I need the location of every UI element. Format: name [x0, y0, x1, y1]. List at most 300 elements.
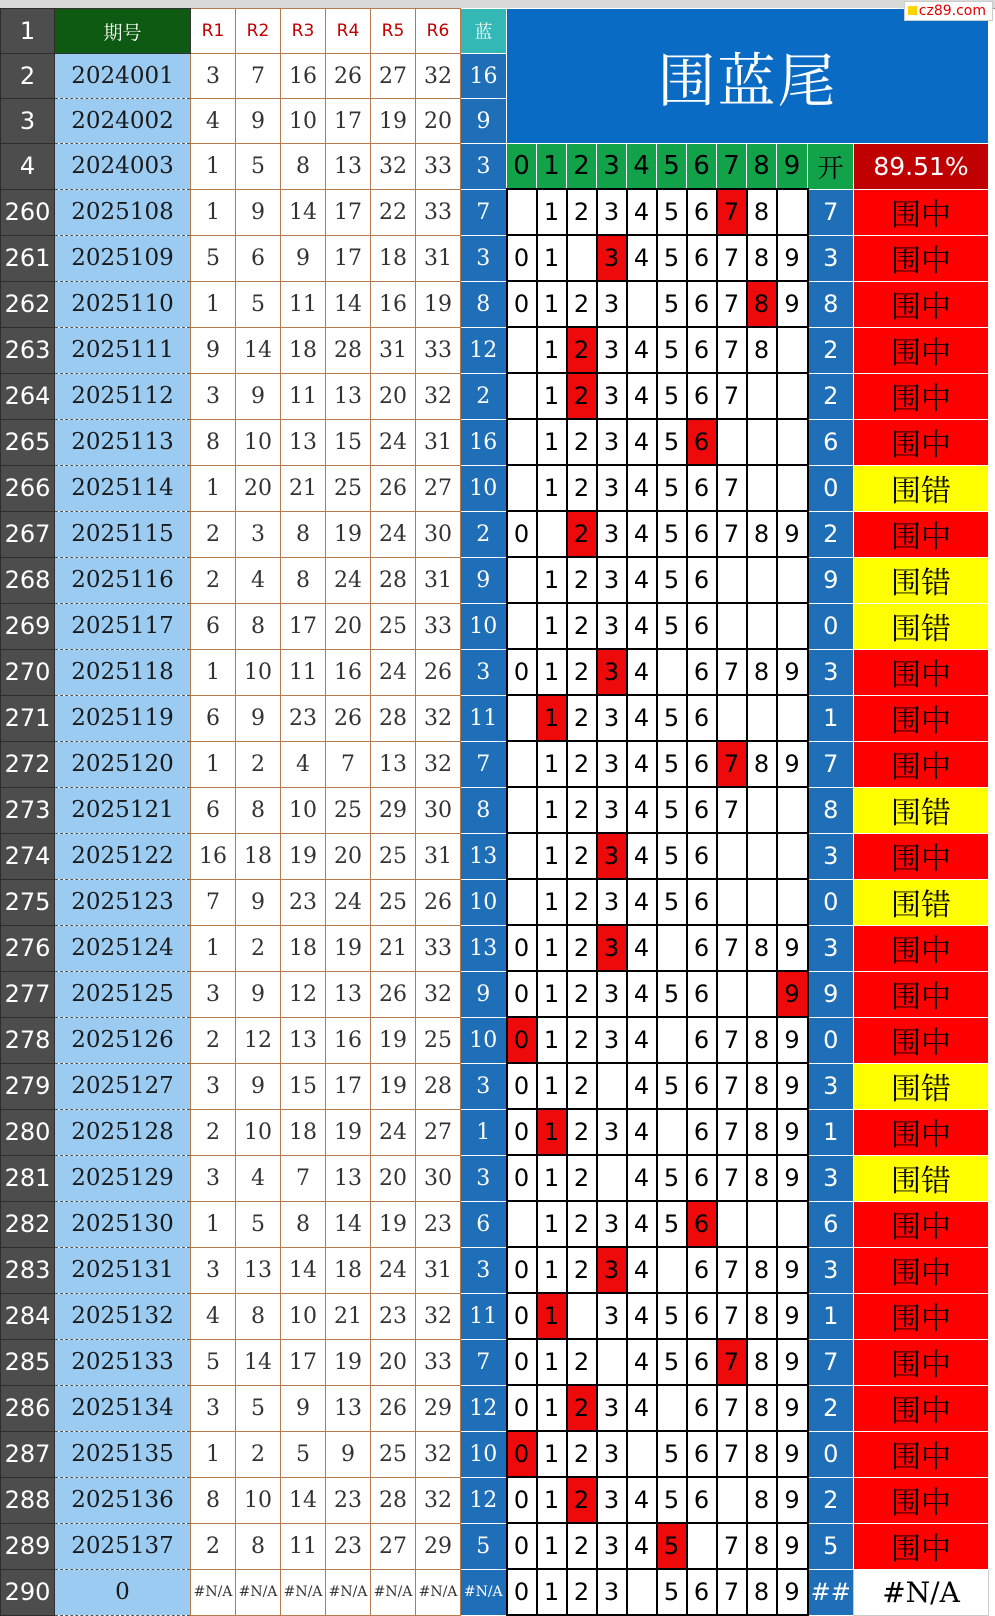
- kai-cell[interactable]: 9: [808, 557, 854, 603]
- digit-cell[interactable]: 8: [747, 189, 777, 235]
- red-ball-cell[interactable]: 12: [281, 971, 326, 1017]
- red-ball-cell[interactable]: 1: [191, 281, 236, 327]
- digit-cell[interactable]: [507, 833, 537, 879]
- row-number[interactable]: 266: [1, 465, 55, 511]
- result-badge[interactable]: 围中: [854, 373, 989, 419]
- digit-cell[interactable]: 3: [597, 1477, 627, 1523]
- digit-cell[interactable]: 6: [687, 235, 717, 281]
- kai-cell[interactable]: 2: [808, 1385, 854, 1431]
- red-ball-cell[interactable]: 30: [416, 511, 461, 557]
- red-ball-cell[interactable]: #N/A: [191, 1569, 236, 1615]
- red-ball-cell[interactable]: 21: [326, 1293, 371, 1339]
- digit-cell[interactable]: [777, 419, 808, 465]
- red-ball-cell[interactable]: 9: [236, 189, 281, 235]
- digit-cell[interactable]: [537, 511, 567, 557]
- digit-cell[interactable]: 9: [777, 1477, 808, 1523]
- red-ball-cell[interactable]: 9: [236, 879, 281, 925]
- result-badge[interactable]: 围中: [854, 1109, 989, 1155]
- row-number[interactable]: 261: [1, 235, 55, 281]
- red-ball-cell[interactable]: 13: [236, 1247, 281, 1293]
- digit-cell[interactable]: 6: [687, 281, 717, 327]
- digit-cell[interactable]: 5: [657, 1201, 687, 1247]
- kai-cell[interactable]: 3: [808, 1063, 854, 1109]
- digit-cell[interactable]: 2: [567, 373, 597, 419]
- kai-cell[interactable]: 2: [808, 327, 854, 373]
- row-number[interactable]: 277: [1, 971, 55, 1017]
- kai-cell[interactable]: 9: [808, 971, 854, 1017]
- red-ball-cell[interactable]: 5: [236, 1385, 281, 1431]
- red-ball-cell[interactable]: 24: [326, 557, 371, 603]
- red-ball-cell[interactable]: 3: [191, 1155, 236, 1201]
- blue-header[interactable]: 蓝: [461, 9, 507, 54]
- red-ball-cell[interactable]: 2: [236, 1431, 281, 1477]
- digit-cell[interactable]: 0: [507, 1523, 537, 1569]
- digit-cell[interactable]: [657, 925, 687, 971]
- digit-cell[interactable]: 5: [657, 1155, 687, 1201]
- red-ball-cell[interactable]: 28: [371, 557, 416, 603]
- kai-cell[interactable]: 3: [808, 833, 854, 879]
- red-ball-cell[interactable]: 17: [326, 235, 371, 281]
- digit-cell[interactable]: 5: [657, 1339, 687, 1385]
- digit-cell[interactable]: 6: [687, 511, 717, 557]
- period-cell[interactable]: 2025131: [55, 1247, 191, 1293]
- digit-cell[interactable]: 2: [567, 1523, 597, 1569]
- hit-rate[interactable]: 89.51%: [854, 144, 989, 190]
- red-ball-cell[interactable]: 14: [326, 1201, 371, 1247]
- red-ball-cell[interactable]: 13: [326, 144, 371, 190]
- digit-cell[interactable]: [777, 787, 808, 833]
- red-ball-cell[interactable]: 26: [416, 649, 461, 695]
- digit-cell[interactable]: 4: [627, 465, 657, 511]
- digit-header[interactable]: 9: [777, 144, 808, 190]
- blue-ball-cell[interactable]: 2: [461, 373, 507, 419]
- blue-ball-cell[interactable]: 3: [461, 1247, 507, 1293]
- result-badge[interactable]: 围中: [854, 1017, 989, 1063]
- digit-cell[interactable]: 4: [627, 419, 657, 465]
- row-number[interactable]: 276: [1, 925, 55, 971]
- red-ball-cell[interactable]: 13: [326, 1155, 371, 1201]
- digit-cell[interactable]: 4: [627, 1247, 657, 1293]
- digit-cell[interactable]: 3: [597, 1569, 627, 1615]
- digit-cell[interactable]: 2: [567, 879, 597, 925]
- red-ball-cell[interactable]: 9: [236, 373, 281, 419]
- red-ball-cell[interactable]: 12: [236, 1017, 281, 1063]
- red-ball-cell[interactable]: 19: [326, 1339, 371, 1385]
- digit-cell[interactable]: 6: [687, 649, 717, 695]
- red-ball-cell[interactable]: 17: [281, 603, 326, 649]
- digit-cell[interactable]: 4: [627, 879, 657, 925]
- digit-cell[interactable]: 3: [597, 1385, 627, 1431]
- digit-cell[interactable]: 8: [747, 1431, 777, 1477]
- digit-cell[interactable]: [717, 419, 747, 465]
- red-ball-cell[interactable]: 17: [326, 1063, 371, 1109]
- digit-cell[interactable]: 4: [627, 1293, 657, 1339]
- red-ball-cell[interactable]: 20: [416, 99, 461, 144]
- digit-cell[interactable]: 5: [657, 833, 687, 879]
- digit-cell[interactable]: [717, 603, 747, 649]
- row-number[interactable]: 274: [1, 833, 55, 879]
- red-ball-cell[interactable]: 19: [371, 99, 416, 144]
- red-ball-cell[interactable]: 25: [371, 833, 416, 879]
- row-number[interactable]: 273: [1, 787, 55, 833]
- digit-cell[interactable]: 8: [747, 1477, 777, 1523]
- period-cell[interactable]: 0: [55, 1569, 191, 1615]
- row-number[interactable]: 268: [1, 557, 55, 603]
- blue-ball-cell[interactable]: 5: [461, 1523, 507, 1569]
- red-ball-cell[interactable]: 32: [416, 695, 461, 741]
- red-ball-cell[interactable]: 5: [236, 1201, 281, 1247]
- kai-cell[interactable]: 2: [808, 1477, 854, 1523]
- red-ball-cell[interactable]: 17: [326, 189, 371, 235]
- red-ball-cell[interactable]: 24: [371, 419, 416, 465]
- red-ball-cell[interactable]: 26: [416, 879, 461, 925]
- digit-cell[interactable]: 8: [747, 1569, 777, 1615]
- kai-cell[interactable]: 3: [808, 1247, 854, 1293]
- digit-cell[interactable]: [717, 1201, 747, 1247]
- red-ball-cell[interactable]: 1: [191, 741, 236, 787]
- red-ball-cell[interactable]: 17: [326, 99, 371, 144]
- red-ball-cell[interactable]: 19: [326, 511, 371, 557]
- red-ball-cell[interactable]: #N/A: [416, 1569, 461, 1615]
- digit-cell[interactable]: 4: [627, 695, 657, 741]
- red-header-6[interactable]: R6: [416, 9, 461, 54]
- digit-cell[interactable]: 6: [687, 1431, 717, 1477]
- digit-cell[interactable]: 1: [537, 1155, 567, 1201]
- blue-ball-cell[interactable]: 11: [461, 695, 507, 741]
- row-number[interactable]: 3: [1, 99, 55, 144]
- digit-cell[interactable]: 6: [687, 1293, 717, 1339]
- red-ball-cell[interactable]: 28: [371, 695, 416, 741]
- digit-cell[interactable]: 6: [687, 419, 717, 465]
- red-ball-cell[interactable]: 19: [281, 833, 326, 879]
- period-cell[interactable]: 2024003: [55, 144, 191, 190]
- digit-cell[interactable]: 0: [507, 1569, 537, 1615]
- digit-cell[interactable]: 3: [597, 373, 627, 419]
- blue-ball-cell[interactable]: 6: [461, 1201, 507, 1247]
- row-number[interactable]: 260: [1, 189, 55, 235]
- digit-cell[interactable]: 8: [747, 1109, 777, 1155]
- result-badge[interactable]: 围错: [854, 879, 989, 925]
- digit-cell[interactable]: [777, 879, 808, 925]
- digit-cell[interactable]: 8: [747, 1293, 777, 1339]
- digit-cell[interactable]: 0: [507, 1293, 537, 1339]
- digit-cell[interactable]: 1: [537, 189, 567, 235]
- red-ball-cell[interactable]: 9: [191, 327, 236, 373]
- digit-cell[interactable]: 9: [777, 925, 808, 971]
- red-ball-cell[interactable]: 26: [371, 1385, 416, 1431]
- digit-cell[interactable]: 3: [597, 419, 627, 465]
- result-badge[interactable]: 围错: [854, 465, 989, 511]
- row-number[interactable]: 278: [1, 1017, 55, 1063]
- blue-ball-cell[interactable]: 10: [461, 465, 507, 511]
- red-ball-cell[interactable]: 4: [236, 557, 281, 603]
- red-ball-cell[interactable]: 6: [191, 787, 236, 833]
- red-ball-cell[interactable]: 28: [416, 1063, 461, 1109]
- digit-cell[interactable]: 2: [567, 603, 597, 649]
- red-ball-cell[interactable]: 2: [191, 511, 236, 557]
- red-ball-cell[interactable]: 5: [191, 235, 236, 281]
- red-ball-cell[interactable]: 8: [236, 787, 281, 833]
- row-number[interactable]: 283: [1, 1247, 55, 1293]
- digit-cell[interactable]: 2: [567, 1385, 597, 1431]
- blue-ball-cell[interactable]: 7: [461, 741, 507, 787]
- digit-cell[interactable]: 8: [747, 1063, 777, 1109]
- red-ball-cell[interactable]: 20: [371, 373, 416, 419]
- digit-cell[interactable]: 1: [537, 1385, 567, 1431]
- digit-cell[interactable]: 6: [687, 1477, 717, 1523]
- digit-cell[interactable]: 2: [567, 1017, 597, 1063]
- red-ball-cell[interactable]: 1: [191, 649, 236, 695]
- red-ball-cell[interactable]: 33: [416, 603, 461, 649]
- digit-cell[interactable]: [747, 695, 777, 741]
- digit-cell[interactable]: 1: [537, 557, 567, 603]
- period-cell[interactable]: 2025124: [55, 925, 191, 971]
- blue-ball-cell[interactable]: 7: [461, 189, 507, 235]
- digit-header[interactable]: 2: [567, 144, 597, 190]
- red-ball-cell[interactable]: 23: [281, 695, 326, 741]
- red-ball-cell[interactable]: 1: [191, 189, 236, 235]
- digit-cell[interactable]: 1: [537, 1339, 567, 1385]
- digit-cell[interactable]: 7: [717, 1569, 747, 1615]
- digit-cell[interactable]: 4: [627, 741, 657, 787]
- digit-cell[interactable]: 6: [687, 1339, 717, 1385]
- digit-cell[interactable]: 6: [687, 1247, 717, 1293]
- result-badge[interactable]: 围中: [854, 1431, 989, 1477]
- period-cell[interactable]: 2025119: [55, 695, 191, 741]
- kai-cell[interactable]: 3: [808, 925, 854, 971]
- red-ball-cell[interactable]: 3: [191, 373, 236, 419]
- digit-cell[interactable]: 7: [717, 1017, 747, 1063]
- digit-cell[interactable]: [777, 603, 808, 649]
- digit-cell[interactable]: 9: [777, 971, 808, 1017]
- digit-cell[interactable]: 9: [777, 1063, 808, 1109]
- period-cell[interactable]: 2025126: [55, 1017, 191, 1063]
- row-number[interactable]: 279: [1, 1063, 55, 1109]
- digit-cell[interactable]: 9: [777, 1523, 808, 1569]
- digit-cell[interactable]: 0: [507, 1477, 537, 1523]
- red-ball-cell[interactable]: 8: [281, 511, 326, 557]
- red-ball-cell[interactable]: 31: [416, 235, 461, 281]
- red-ball-cell[interactable]: 26: [371, 465, 416, 511]
- digit-cell[interactable]: 9: [777, 1431, 808, 1477]
- digit-cell[interactable]: 7: [717, 281, 747, 327]
- blue-ball-cell[interactable]: 12: [461, 1385, 507, 1431]
- digit-cell[interactable]: 5: [657, 373, 687, 419]
- digit-cell[interactable]: 2: [567, 1155, 597, 1201]
- kai-cell[interactable]: 3: [808, 649, 854, 695]
- red-ball-cell[interactable]: 7: [326, 741, 371, 787]
- kai-cell[interactable]: 0: [808, 465, 854, 511]
- digit-cell[interactable]: 8: [747, 649, 777, 695]
- blue-ball-cell[interactable]: 3: [461, 1063, 507, 1109]
- digit-cell[interactable]: 4: [627, 833, 657, 879]
- blue-ball-cell[interactable]: 10: [461, 1431, 507, 1477]
- red-ball-cell[interactable]: 31: [416, 557, 461, 603]
- result-badge[interactable]: 围错: [854, 1063, 989, 1109]
- digit-cell[interactable]: 2: [567, 833, 597, 879]
- red-ball-cell[interactable]: 16: [281, 54, 326, 99]
- digit-cell[interactable]: 4: [627, 649, 657, 695]
- digit-cell[interactable]: 5: [657, 1569, 687, 1615]
- red-ball-cell[interactable]: 32: [416, 971, 461, 1017]
- period-cell[interactable]: 2025137: [55, 1523, 191, 1569]
- digit-cell[interactable]: 5: [657, 327, 687, 373]
- red-ball-cell[interactable]: 9: [326, 1431, 371, 1477]
- red-ball-cell[interactable]: 27: [371, 1523, 416, 1569]
- red-ball-cell[interactable]: #N/A: [236, 1569, 281, 1615]
- row-number[interactable]: 4: [1, 144, 55, 190]
- digit-cell[interactable]: 9: [777, 1385, 808, 1431]
- period-cell[interactable]: 2025114: [55, 465, 191, 511]
- digit-cell[interactable]: 1: [537, 373, 567, 419]
- red-ball-cell[interactable]: 19: [371, 1201, 416, 1247]
- digit-cell[interactable]: 5: [657, 281, 687, 327]
- period-cell[interactable]: 2025130: [55, 1201, 191, 1247]
- digit-cell[interactable]: 2: [567, 189, 597, 235]
- red-ball-cell[interactable]: 14: [326, 281, 371, 327]
- digit-cell[interactable]: 1: [537, 603, 567, 649]
- digit-cell[interactable]: 3: [597, 511, 627, 557]
- result-badge[interactable]: 围中: [854, 235, 989, 281]
- red-ball-cell[interactable]: 28: [326, 327, 371, 373]
- result-badge[interactable]: 围中: [854, 511, 989, 557]
- blue-ball-cell[interactable]: 9: [461, 557, 507, 603]
- digit-cell[interactable]: 3: [597, 1293, 627, 1339]
- red-ball-cell[interactable]: 1: [191, 925, 236, 971]
- digit-cell[interactable]: 2: [567, 971, 597, 1017]
- digit-cell[interactable]: 6: [687, 1201, 717, 1247]
- digit-cell[interactable]: 5: [657, 879, 687, 925]
- digit-cell[interactable]: 0: [507, 281, 537, 327]
- blue-ball-cell[interactable]: 10: [461, 603, 507, 649]
- red-ball-cell[interactable]: 33: [416, 144, 461, 190]
- kai-cell[interactable]: 8: [808, 787, 854, 833]
- red-ball-cell[interactable]: 31: [416, 419, 461, 465]
- red-ball-cell[interactable]: 3: [191, 971, 236, 1017]
- kai-cell[interactable]: 8: [808, 281, 854, 327]
- red-ball-cell[interactable]: 5: [191, 1339, 236, 1385]
- digit-cell[interactable]: 0: [507, 511, 537, 557]
- digit-cell[interactable]: 7: [717, 1385, 747, 1431]
- row-number[interactable]: 280: [1, 1109, 55, 1155]
- red-ball-cell[interactable]: 11: [281, 1523, 326, 1569]
- row-number[interactable]: 289: [1, 1523, 55, 1569]
- red-ball-cell[interactable]: 17: [281, 1339, 326, 1385]
- period-cell[interactable]: 2025117: [55, 603, 191, 649]
- row-number[interactable]: 265: [1, 419, 55, 465]
- digit-cell[interactable]: 1: [537, 787, 567, 833]
- period-cell[interactable]: 2025115: [55, 511, 191, 557]
- digit-cell[interactable]: 4: [627, 1063, 657, 1109]
- digit-cell[interactable]: [747, 603, 777, 649]
- digit-cell[interactable]: [657, 1017, 687, 1063]
- digit-cell[interactable]: 2: [567, 1247, 597, 1293]
- red-ball-cell[interactable]: 19: [326, 925, 371, 971]
- digit-cell[interactable]: 3: [597, 557, 627, 603]
- digit-cell[interactable]: 6: [687, 373, 717, 419]
- digit-cell[interactable]: 6: [687, 1063, 717, 1109]
- digit-cell[interactable]: 9: [777, 281, 808, 327]
- row-number[interactable]: 272: [1, 741, 55, 787]
- digit-cell[interactable]: 6: [687, 603, 717, 649]
- red-ball-cell[interactable]: 14: [281, 1247, 326, 1293]
- red-ball-cell[interactable]: 26: [371, 971, 416, 1017]
- row-number[interactable]: 286: [1, 1385, 55, 1431]
- digit-cell[interactable]: 4: [627, 1339, 657, 1385]
- digit-cell[interactable]: [777, 557, 808, 603]
- red-ball-cell[interactable]: 24: [326, 879, 371, 925]
- digit-cell[interactable]: 7: [717, 327, 747, 373]
- blue-ball-cell[interactable]: 12: [461, 1477, 507, 1523]
- digit-cell[interactable]: 6: [687, 879, 717, 925]
- digit-cell[interactable]: 4: [627, 1017, 657, 1063]
- red-ball-cell[interactable]: 14: [236, 1339, 281, 1385]
- red-ball-cell[interactable]: 32: [416, 1477, 461, 1523]
- red-ball-cell[interactable]: 4: [191, 99, 236, 144]
- red-ball-cell[interactable]: 13: [371, 741, 416, 787]
- period-cell[interactable]: 2025135: [55, 1431, 191, 1477]
- digit-cell[interactable]: [777, 1201, 808, 1247]
- period-cell[interactable]: 2025112: [55, 373, 191, 419]
- digit-cell[interactable]: 6: [687, 787, 717, 833]
- blue-ball-cell[interactable]: 13: [461, 833, 507, 879]
- red-ball-cell[interactable]: 23: [281, 879, 326, 925]
- kai-cell[interactable]: 6: [808, 419, 854, 465]
- digit-cell[interactable]: 8: [747, 925, 777, 971]
- kai-cell[interactable]: 1: [808, 1293, 854, 1339]
- red-ball-cell[interactable]: 16: [191, 833, 236, 879]
- blue-ball-cell[interactable]: 9: [461, 99, 507, 144]
- red-ball-cell[interactable]: 11: [281, 649, 326, 695]
- digit-cell[interactable]: 1: [537, 235, 567, 281]
- digit-cell[interactable]: 4: [627, 787, 657, 833]
- digit-cell[interactable]: [657, 1109, 687, 1155]
- red-ball-cell[interactable]: 3: [236, 511, 281, 557]
- kai-cell[interactable]: 0: [808, 1431, 854, 1477]
- period-cell[interactable]: 2025123: [55, 879, 191, 925]
- red-ball-cell[interactable]: 24: [371, 1247, 416, 1293]
- digit-cell[interactable]: 5: [657, 235, 687, 281]
- result-badge[interactable]: #N/A: [854, 1569, 989, 1615]
- digit-cell[interactable]: 5: [657, 465, 687, 511]
- red-ball-cell[interactable]: 22: [371, 189, 416, 235]
- result-badge[interactable]: 围中: [854, 1247, 989, 1293]
- red-ball-cell[interactable]: 15: [326, 419, 371, 465]
- red-ball-cell[interactable]: 1: [191, 1201, 236, 1247]
- red-ball-cell[interactable]: 18: [281, 327, 326, 373]
- digit-cell[interactable]: 3: [597, 879, 627, 925]
- digit-cell[interactable]: [597, 1155, 627, 1201]
- digit-cell[interactable]: 3: [597, 281, 627, 327]
- red-ball-cell[interactable]: 26: [326, 54, 371, 99]
- digit-cell[interactable]: [507, 419, 537, 465]
- digit-cell[interactable]: [747, 833, 777, 879]
- digit-cell[interactable]: 7: [717, 1247, 747, 1293]
- digit-cell[interactable]: [597, 1063, 627, 1109]
- blue-ball-cell[interactable]: 13: [461, 925, 507, 971]
- digit-cell[interactable]: 7: [717, 1109, 747, 1155]
- red-ball-cell[interactable]: 24: [371, 649, 416, 695]
- blue-ball-cell[interactable]: 3: [461, 649, 507, 695]
- digit-cell[interactable]: [627, 1431, 657, 1477]
- row-number[interactable]: 282: [1, 1201, 55, 1247]
- digit-cell[interactable]: [777, 327, 808, 373]
- digit-cell[interactable]: 2: [567, 557, 597, 603]
- digit-cell[interactable]: 9: [777, 1155, 808, 1201]
- blue-ball-cell[interactable]: 3: [461, 1155, 507, 1201]
- digit-cell[interactable]: 6: [687, 1109, 717, 1155]
- red-ball-cell[interactable]: 5: [236, 281, 281, 327]
